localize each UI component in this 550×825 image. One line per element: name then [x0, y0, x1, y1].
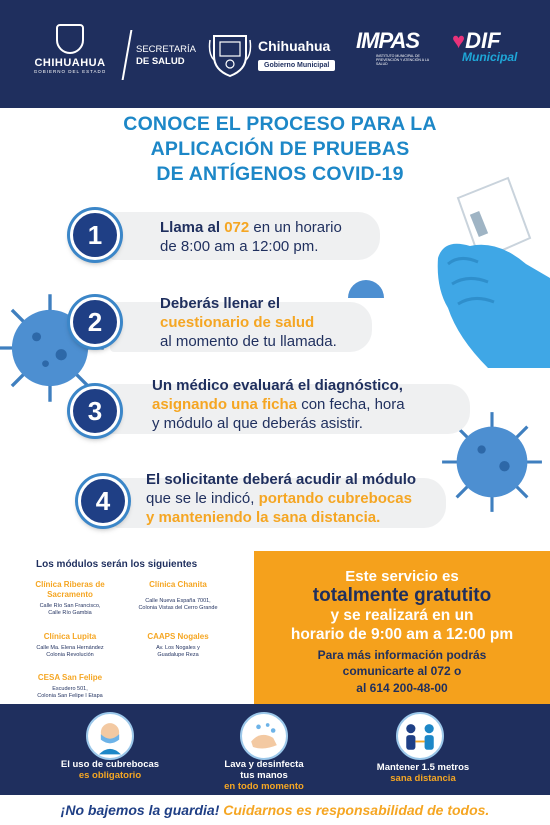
service-line1: Este servicio es: [345, 568, 459, 585]
tip-mask-a: El uso de cubrebocas: [60, 759, 160, 770]
clinic-name: CAAPS Nogales: [147, 632, 209, 641]
tip-hands-b: en todo momento: [224, 781, 304, 792]
municipio-sub: Gobierno Municipal: [258, 60, 335, 71]
step-1-b: 072: [224, 219, 250, 236]
step-3-c: con fecha, hora: [297, 396, 405, 413]
clinic-addr-1: Av. Los Nogales y: [156, 645, 200, 651]
tip-hands-a2: tus manos: [240, 770, 288, 781]
tip-distance-b: sana distancia: [390, 773, 456, 784]
step-3-b: asignando una ficha: [152, 396, 298, 413]
clinic-addr-2: Colonia San Felipe I Etapa: [37, 693, 103, 699]
step-4-d: y manteniendo la sana distancia.: [146, 509, 381, 526]
footer-a: ¡No bajemos la guardia!: [60, 802, 220, 818]
step-3-text: [152, 376, 405, 433]
step-4-text: [146, 470, 416, 527]
step-4-a: El solicitante deberá acudir al módulo: [146, 471, 417, 488]
hand-wash-icon: [240, 712, 288, 760]
service-line5: Para más información podrás: [317, 648, 487, 662]
clinic-address: [20, 603, 120, 617]
clinic-address: [126, 645, 230, 659]
step-4-number: 4: [78, 476, 128, 526]
step-1-d: de 8:00 am a 12:00 pm.: [160, 238, 319, 255]
clinic-name: Clínica Riberas de Sacramento: [35, 580, 105, 599]
step-4-b: que se le indicó,: [146, 490, 259, 507]
tip-hands: [200, 759, 328, 792]
dif-title: DIF: [465, 28, 501, 53]
footer-slogan: [0, 795, 550, 825]
title-line1: CONOCE EL PROCESO PARA LA: [123, 113, 437, 135]
tip-mask: [40, 759, 180, 781]
step-2-c: al momento de tu llamada.: [160, 333, 337, 350]
tip-distance: [356, 762, 490, 784]
virus-icon: [346, 278, 386, 298]
face-mask-icon: [86, 712, 134, 760]
step-2-a: Deberás llenar el: [160, 295, 281, 312]
tip-hands-a: Lava y desinfecta: [224, 759, 304, 770]
step-1-number: 1: [70, 210, 120, 260]
step-2-number: 2: [70, 297, 120, 347]
clinic-address: [126, 598, 230, 612]
clinic-addr-1: Escudero 501,: [52, 686, 88, 692]
clinic-addr-2: Guadalupe Reza: [157, 652, 199, 658]
service-line6: comunicarte al 072 o: [342, 664, 462, 678]
secretaria-line2: DE SALUD: [136, 56, 185, 67]
step-3-number: 3: [70, 386, 120, 436]
step-1-text: [160, 218, 342, 256]
clinic-addr-1: Calle Nueva España 7001,: [145, 598, 211, 604]
state-shield-icon: [56, 24, 84, 54]
dif-logo: [452, 28, 532, 64]
clinic-addr-2: Colonia Revolución: [46, 652, 94, 658]
state-logo-name: CHIHUAHUA: [34, 57, 106, 69]
step-3-a: Un médico evaluará el diagnóstico,: [152, 377, 403, 394]
modules-title: Los módulos serán los siguientes: [36, 559, 198, 570]
clinic-addr-1: Calle Ma. Elena Hernández: [36, 645, 104, 651]
tip-distance-a: Mantener 1.5 metros: [376, 762, 470, 773]
chihuahua-municipal-logo: [258, 38, 335, 72]
clinic-addr-2: Calle Río Gambia: [48, 610, 92, 616]
social-distance-icon: [396, 712, 444, 760]
service-line4: horario de 9:00 am a 12:00 pm: [290, 626, 514, 643]
antigen-test-hand-icon: [418, 168, 550, 368]
step-3-d: y módulo al que deberás asistir.: [152, 415, 363, 432]
state-logo-sub: GOBIERNO DEL ESTADO: [33, 69, 107, 74]
impas-logo: [356, 28, 436, 66]
step-1-a: Llama al: [160, 219, 225, 236]
clinic-name: Clínica Lupita: [43, 632, 97, 641]
service-line2: totalmente gratutito: [312, 585, 492, 606]
clinic-name: CESA San Felipe: [37, 673, 103, 682]
clinic-address: [20, 686, 120, 700]
impas-sub: INSTITUTO MUNICIPAL DE PREVENCIÓN Y ATENCIÓN A LA SALUD: [376, 54, 429, 66]
step-4-c: portando cubrebocas: [258, 490, 412, 507]
municipio-title: Chihuahua: [258, 38, 331, 54]
municipal-seal-icon: [208, 30, 252, 78]
clinic-name: Clínica Chanita: [149, 580, 207, 589]
service-line3: y se realizará en un: [330, 607, 474, 624]
footer-b: Cuidarnos es responsabilidad de todos.: [219, 802, 490, 818]
step-1-c: en un horario: [249, 219, 342, 236]
step-2-text: [160, 294, 337, 351]
impas-title: IMPAS: [356, 28, 420, 53]
step-2-b: cuestionario de salud: [160, 314, 315, 331]
secretaria-salud-logo: [136, 44, 196, 68]
title-line2: APLICACIÓN DE PRUEBAS: [150, 138, 410, 160]
secretaria-line1: SECRETARÍA: [136, 44, 197, 55]
dif-sub: Municipal: [462, 50, 518, 64]
clinic-addr-2: Colonia Vistas del Cerro Grande: [138, 605, 218, 611]
clinic-address: [20, 645, 120, 659]
chihuahua-state-logo: [30, 24, 110, 74]
heart-icon: ♥: [452, 28, 466, 53]
clinic-addr-1: Calle Río San Francisco,: [39, 603, 101, 609]
title-line3: DE ANTÍGENOS COVID-19: [156, 163, 404, 185]
tip-mask-b: es obligatorio: [78, 770, 142, 781]
service-line7: al 614 200-48-00: [356, 681, 448, 695]
